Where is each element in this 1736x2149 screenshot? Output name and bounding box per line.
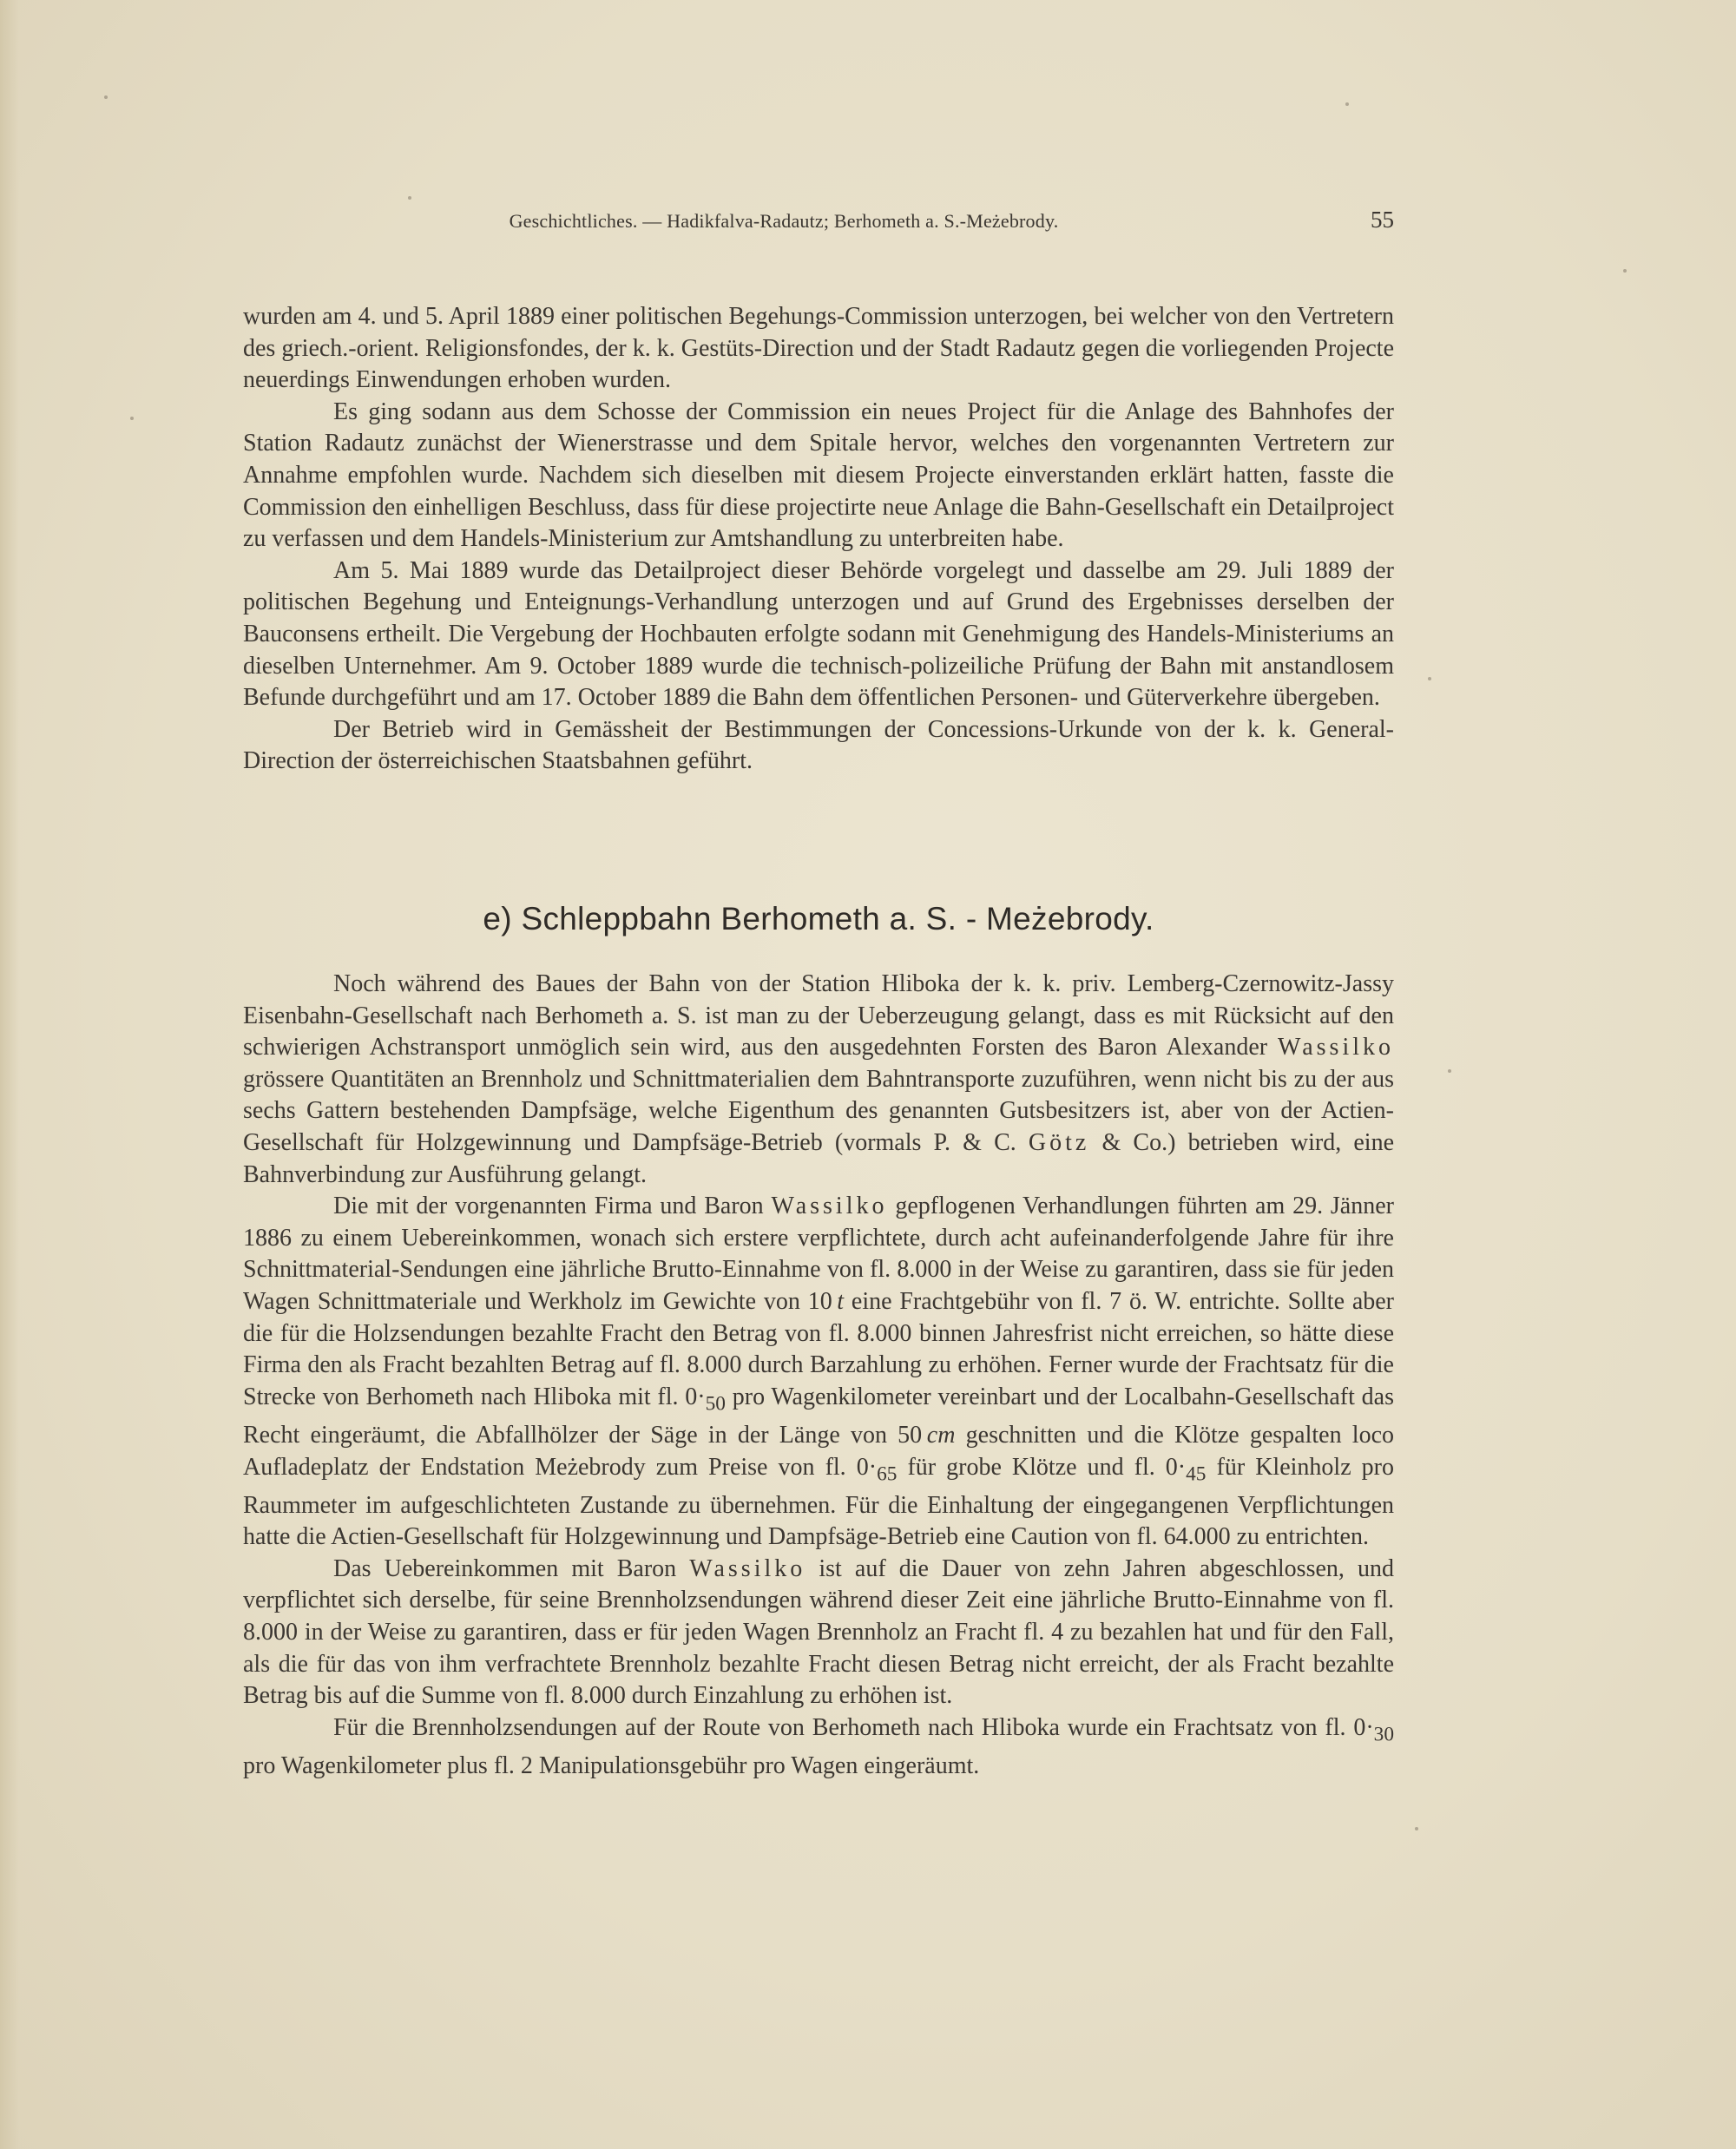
text-run: pro Wagenkilometer plus fl. 2 Manipulationsgebühr pro Wagen eingeräumt. [243, 1752, 980, 1780]
paragraph [243, 1191, 1394, 1554]
section-e-body [243, 969, 1394, 1783]
text-run: Die mit der vorgenannten Firma und Baron [333, 1193, 772, 1220]
price-subscript: 45 [1186, 1462, 1207, 1486]
paragraph: Der Betrieb wird in Gemässheit der Bestimmungen der Concessions-Urkunde von der k. k. General-Direction der österreichischen Staatsbahnen geführt. [243, 715, 1394, 775]
paragraph: Am 5. Mai 1889 wurde das Detailproject dieser Behörde vorgelegt und dasselbe am 29. Juli 1889 der politischen Begehung und Enteignungs-Verhandlung unterzogen und auf Grund des Ergebnisses derselben der Bauconsens ertheilt. Die Vergebung der Hochbauten erfolgte sodann mit Genehmigung des Handels-Ministeriums an dieselben Unternehmer. Am 9. October 1889 wurde die technisch-polizeiliche Prüfung der Bahn mit anstandlosem Befunde durchgeführt und am 17. October 1889 die Bahn dem öffentlichen Personen- und Güterverkehre übergeben. [243, 556, 1394, 712]
text-run: ist auf die Dauer von zehn Jahren abgeschlossen, und verpflichtet sich derselbe, für seine Brennholzsendungen während dieser Zeit eine jährliche Brutto-Einnahme von fl. 8.000 in der Weise zu garantiren, dass er für jeden Wagen Brennholz an Fracht fl. 4 zu bezahlen hat und für den Fall, als die für das von ihm verfrachtete Brennholz bezahlte Fracht diesen Betrag nicht erreicht, der als Fracht bezahlte Betrag bis auf die Summe von fl. 8.000 durch Einzahlung zu erhöhen ist. [243, 1554, 1394, 1710]
paper-speck [1345, 102, 1349, 106]
paper-speck [1448, 1069, 1451, 1073]
running-head: Geschichtliches. — Hadikfalva-Radautz; Berhometh a. S.-Meżebrody. [509, 210, 1059, 232]
page-header [243, 205, 1394, 240]
price-subscript: 30 [1373, 1723, 1394, 1746]
text-run: pro Wagenkilometer vereinbart und der Localbahn-Gesellschaft das Recht eingeräumt, die Abfallhölzer der Säge in der Länge von [243, 1383, 1394, 1449]
length-unit: cm [926, 1421, 956, 1449]
person-name: Wassilko [689, 1554, 806, 1582]
paragraph [243, 969, 1394, 1191]
paper-speck [1415, 1827, 1418, 1830]
page-edge-shadow [0, 0, 19, 2149]
person-name: Wassilko [771, 1193, 888, 1220]
price-subscript: 50 [705, 1392, 726, 1416]
paper-speck [130, 417, 134, 420]
weight-unit: t [837, 1287, 845, 1315]
section-heading: e) Schleppbahn Berhometh a. S. - Meżebrody. [483, 901, 1154, 936]
paper-speck [1623, 269, 1627, 273]
text-run: für Kleinholz pro Raummeter im aufgeschlichteten Zustande zu übernehmen. Für die Einhaltung der eingegangenen Verpflichtungen hatte die Actien-Gesellschaft für Holzgewinnung und Dampfsäge-Betrieb eine Caution von fl. 64.000 zu entrichten. [243, 1453, 1394, 1551]
page-number: 55 [1371, 207, 1394, 233]
text-run: grössere Quantitäten an Brennholz und Schnittmaterialien dem Bahntransporte zuzuführen, wenn nicht bis zu der aus sechs Gattern bestehenden Dampfsäge, welche Eigenthum des genannten Gutsbesitzers ist, aber von der Actien-Gesellschaft für Holzgewinnung und Dampfsäge-Betrieb (vormals P. & C. [243, 1065, 1394, 1156]
paragraph: wurden am 4. und 5. April 1889 einer politischen Begehungs-Commission unterzogen, bei welcher von den Vertretern des griech.-orient. Religionsfondes, der k. k. Gestüts-Direction und der Stadt Radautz gegen die vorliegenden Projecte neuerdings Einwendungen erhoben wurden. [243, 303, 1394, 394]
paragraph [243, 1554, 1394, 1712]
text-run: für grobe Klötze und fl. 0· [897, 1453, 1187, 1481]
price-subscript: 65 [877, 1462, 898, 1486]
text-run: eine Frachtgebühr von fl. 7 ö. W. entrichte. Sollte aber die für die Holzsendungen bezahlte Fracht den Betrag von fl. 8.000 binnen Jahresfrist nicht erreichen, so hätte diese Firma den als Fracht bezahlten Betrag auf fl. 8.000 durch Barzahlung zu erhöhen. Ferner wurde der Frachtsatz für die Strecke von Berhometh nach Hliboka mit fl. 0· [243, 1287, 1395, 1410]
paper-speck [104, 95, 108, 99]
paper-speck [408, 196, 411, 200]
weight-number: 10 [807, 1287, 832, 1315]
text-run: & Co.) betrieben wird, eine Bahnverbindung zur Ausführung gelangt. [243, 1128, 1395, 1188]
section-a-body [243, 301, 1394, 778]
paragraph: Es ging sodann aus dem Schosse der Commission ein neues Project für die Anlage des Bahnhofes der Station Radautz zunächst der Wienerstrasse und dem Spitale hervor, welches den vorgenannten Vertretern zur Annahme empfohlen wurde. Nachdem sich dieselben mit diesem Projecte einverstanden erklärt hatten, fasste die Commission den einhelligen Beschluss, dass für diese projectirte neue Anlage die Bahn-Gesellschaft ein Detailproject zu verfassen und dem Handels-Ministerium zur Amtshandlung zu unterbreiten habe. [243, 398, 1394, 553]
text-run: Das Uebereinkommen mit Baron [333, 1554, 690, 1582]
text-run: geschnitten und die Klötze gespalten loco Aufladeplatz der Endstation Meżebrody zum Preise von fl. 0· [243, 1421, 1394, 1481]
person-name: Wassilko [1278, 1034, 1394, 1061]
paragraph [243, 1712, 1394, 1783]
text-run: Noch während des Baues der Bahn von der Station Hliboka der k. k. priv. Lemberg-Czernowitz-Jassy Eisenbahn-Gesellschaft nach Berhometh a. S. ist man zu der Ueberzeugung gelangt, dass es mit Rücksicht auf den schwierigen Achstransport unmöglich sein wird, aus den ausgedehnten Forsten des Baron Alexander [243, 970, 1394, 1061]
paper-speck [1428, 677, 1431, 680]
text-run: Für die Brennholzsendungen auf der Route von Berhometh nach Hliboka wurde ein Frachtsatz von fl. 0· [333, 1713, 1374, 1741]
length-number: 50 [898, 1421, 923, 1449]
text-run: gepflogenen Verhandlungen führten am 29. Jänner 1886 zu einem Uebereinkommen, wonach sich erstere verpflichtete, durch acht aufeinanderfolgende Jahre für ihre Schnittmaterial-Sendungen eine jährliche Brutto-Einnahme von fl. 8.000 in der Weise zu garantiren, dass sie für jeden Wagen Schnittmateriale und Werkholz im Gewichte von [243, 1193, 1394, 1315]
person-name: Götz [1028, 1128, 1090, 1156]
